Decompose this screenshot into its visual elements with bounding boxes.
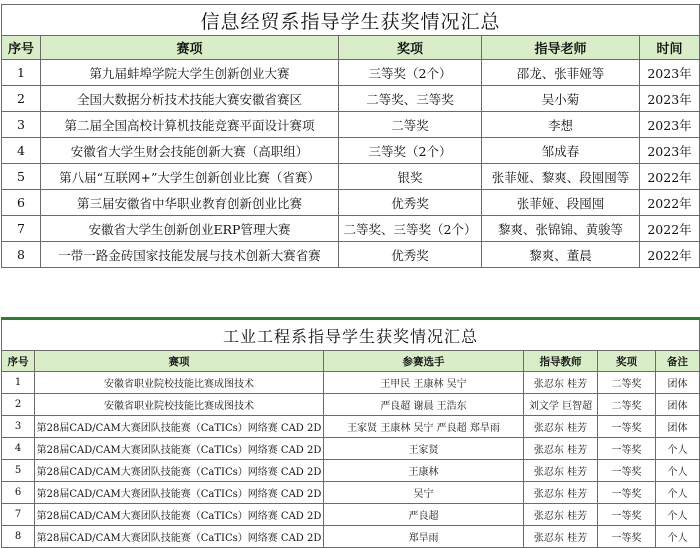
row-participants: 王甲民 王康林 吴宁 xyxy=(324,372,524,394)
table2-header-award: 奖项 xyxy=(598,351,656,372)
row-event: 安徽省大学生财会技能创新大赛（高职组） xyxy=(41,138,339,164)
table1-header-row xyxy=(2,36,700,60)
table-row xyxy=(2,242,700,268)
row-index: 1 xyxy=(2,372,35,394)
row-note: 个人 xyxy=(656,460,700,482)
row-advisor: 张忍东 桂芳 xyxy=(524,460,598,482)
table-row xyxy=(2,438,700,460)
row-index: 2 xyxy=(2,394,35,416)
row-advisor: 张忍东 桂芳 xyxy=(524,416,598,438)
table-row xyxy=(2,216,700,242)
table-row xyxy=(2,372,700,394)
table2-header-event: 赛项 xyxy=(35,351,324,372)
row-advisor: 张菲娅、黎爽、段囤囤等 xyxy=(482,164,640,190)
row-index: 1 xyxy=(2,60,41,86)
row-date: 2022年 xyxy=(640,216,700,242)
table1-title: 信息经贸系指导学生获奖情况汇总 xyxy=(2,5,700,36)
table2-header-note: 备注 xyxy=(656,351,700,372)
row-participants: 郑旱雨 xyxy=(324,526,524,548)
row-advisor: 黎爽、董晨 xyxy=(482,242,640,268)
row-participants: 王康林 xyxy=(324,460,524,482)
row-index: 5 xyxy=(2,460,35,482)
row-event: 安徽省大学生创新创业ERP管理大赛 xyxy=(41,216,339,242)
row-award: 二等奖、三等奖（2个） xyxy=(339,216,482,242)
row-award: 一等奖 xyxy=(598,482,656,504)
table-row xyxy=(2,164,700,190)
row-participants: 王家贤 王康林 吴宁 严良超 郑旱雨 xyxy=(324,416,524,438)
row-participants: 王家贤 xyxy=(324,438,524,460)
row-date: 2022年 xyxy=(640,242,700,268)
table-row xyxy=(2,394,700,416)
table2-header-advisor: 指导教师 xyxy=(524,351,598,372)
table-row xyxy=(2,112,700,138)
row-note: 个人 xyxy=(656,482,700,504)
row-advisor: 吴小菊 xyxy=(482,86,640,112)
row-award: 银奖 xyxy=(339,164,482,190)
row-advisor: 张忍东 桂芳 xyxy=(524,438,598,460)
row-index: 4 xyxy=(2,138,41,164)
row-event: 第28届CAD/CAM大赛团队技能赛（CaTICs）网络赛 CAD 2D xyxy=(35,460,324,482)
row-advisor: 邹成春 xyxy=(482,138,640,164)
row-date: 2022年 xyxy=(640,190,700,216)
row-note: 团体 xyxy=(656,372,700,394)
row-advisor: 张忍东 桂芳 xyxy=(524,504,598,526)
row-event: 全国大数据分析技术技能大赛安徽省赛区 xyxy=(41,86,339,112)
table2-header-row xyxy=(2,351,700,372)
row-award: 二等奖 xyxy=(598,394,656,416)
table1-header-date: 时间 xyxy=(640,36,700,60)
row-index: 3 xyxy=(2,416,35,438)
table1-header-index: 序号 xyxy=(2,36,41,60)
row-date: 2022年 xyxy=(640,164,700,190)
row-advisor: 黎爽、张锦锦、黄骏等 xyxy=(482,216,640,242)
row-event: 第28届CAD/CAM大赛团队技能赛（CaTICs）网络赛 CAD 2D xyxy=(35,526,324,548)
row-event: 第28届CAD/CAM大赛团队技能赛（CaTICs）网络赛 CAD 2D xyxy=(35,504,324,526)
row-date: 2023年 xyxy=(640,112,700,138)
row-award: 一等奖 xyxy=(598,526,656,548)
table-row xyxy=(2,138,700,164)
row-event: 第28届CAD/CAM大赛团队技能赛（CaTICs）网络赛 CAD 2D xyxy=(35,416,324,438)
row-event: 第三届安徽省中华职业教育创新创业比赛 xyxy=(41,190,339,216)
row-advisor: 张忍东 桂芳 xyxy=(524,482,598,504)
row-index: 2 xyxy=(2,86,41,112)
row-note: 个人 xyxy=(656,438,700,460)
row-index: 4 xyxy=(2,438,35,460)
row-award: 一等奖 xyxy=(598,460,656,482)
row-award: 二等奖、三等奖 xyxy=(339,86,482,112)
table1-header-event: 赛项 xyxy=(41,36,339,60)
econ-trade-awards-table xyxy=(1,4,700,268)
row-award: 三等奖（2个） xyxy=(339,138,482,164)
row-date: 2023年 xyxy=(640,138,700,164)
row-note: 个人 xyxy=(656,526,700,548)
row-award: 一等奖 xyxy=(598,438,656,460)
row-advisor: 刘文学 巨智超 xyxy=(524,394,598,416)
table-row xyxy=(2,526,700,548)
table-row xyxy=(2,190,700,216)
row-award: 优秀奖 xyxy=(339,190,482,216)
row-event: 第二届全国高校计算机技能竞赛平面设计赛项 xyxy=(41,112,339,138)
row-event: 安徽省职业院校技能比赛成图技术 xyxy=(35,394,324,416)
table1-header-award: 奖项 xyxy=(339,36,482,60)
row-index: 6 xyxy=(2,190,41,216)
row-participants: 严良超 谢晨 王浩东 xyxy=(324,394,524,416)
row-note: 团体 xyxy=(656,416,700,438)
row-index: 7 xyxy=(2,216,41,242)
row-note: 个人 xyxy=(656,504,700,526)
row-date: 2023年 xyxy=(640,60,700,86)
table2-title: 工业工程系指导学生获奖情况汇总 xyxy=(2,319,700,351)
table2-header-index: 序号 xyxy=(2,351,35,372)
table-row xyxy=(2,460,700,482)
row-event: 第九届蚌埠学院大学生创新创业大赛 xyxy=(41,60,339,86)
row-award: 二等奖 xyxy=(339,112,482,138)
row-advisor: 张忍东 桂芳 xyxy=(524,526,598,548)
row-award: 优秀奖 xyxy=(339,242,482,268)
row-index: 8 xyxy=(2,242,41,268)
row-advisor: 李想 xyxy=(482,112,640,138)
table-row xyxy=(2,504,700,526)
row-index: 6 xyxy=(2,482,35,504)
row-event: 安徽省职业院校技能比赛成图技术 xyxy=(35,372,324,394)
table-row xyxy=(2,416,700,438)
row-advisor: 张菲娅、段囤囤 xyxy=(482,190,640,216)
row-participants: 严良超 xyxy=(324,504,524,526)
table2-header-participants: 参赛选手 xyxy=(324,351,524,372)
row-advisor: 张忍东 桂芳 xyxy=(524,372,598,394)
industrial-eng-awards-table xyxy=(1,317,700,548)
row-event: 第八届“互联网+”大学生创新创业比赛（省赛） xyxy=(41,164,339,190)
row-index: 3 xyxy=(2,112,41,138)
row-event: 一带一路金砖国家技能发展与技术创新大赛省赛 xyxy=(41,242,339,268)
row-participants: 吴宁 xyxy=(324,482,524,504)
row-award: 一等奖 xyxy=(598,504,656,526)
row-index: 5 xyxy=(2,164,41,190)
row-award: 二等奖 xyxy=(598,372,656,394)
row-award: 一等奖 xyxy=(598,416,656,438)
row-note: 团体 xyxy=(656,394,700,416)
table-row xyxy=(2,60,700,86)
row-date: 2023年 xyxy=(640,86,700,112)
table1-header-advisor: 指导老师 xyxy=(482,36,640,60)
row-event: 第28届CAD/CAM大赛团队技能赛（CaTICs）网络赛 CAD 2D xyxy=(35,438,324,460)
table-row xyxy=(2,86,700,112)
row-index: 8 xyxy=(2,526,35,548)
row-event: 第28届CAD/CAM大赛团队技能赛（CaTICs）网络赛 CAD 2D xyxy=(35,482,324,504)
row-award: 三等奖（2个） xyxy=(339,60,482,86)
row-index: 7 xyxy=(2,504,35,526)
row-advisor: 邵龙、张菲娅等 xyxy=(482,60,640,86)
table-row xyxy=(2,482,700,504)
